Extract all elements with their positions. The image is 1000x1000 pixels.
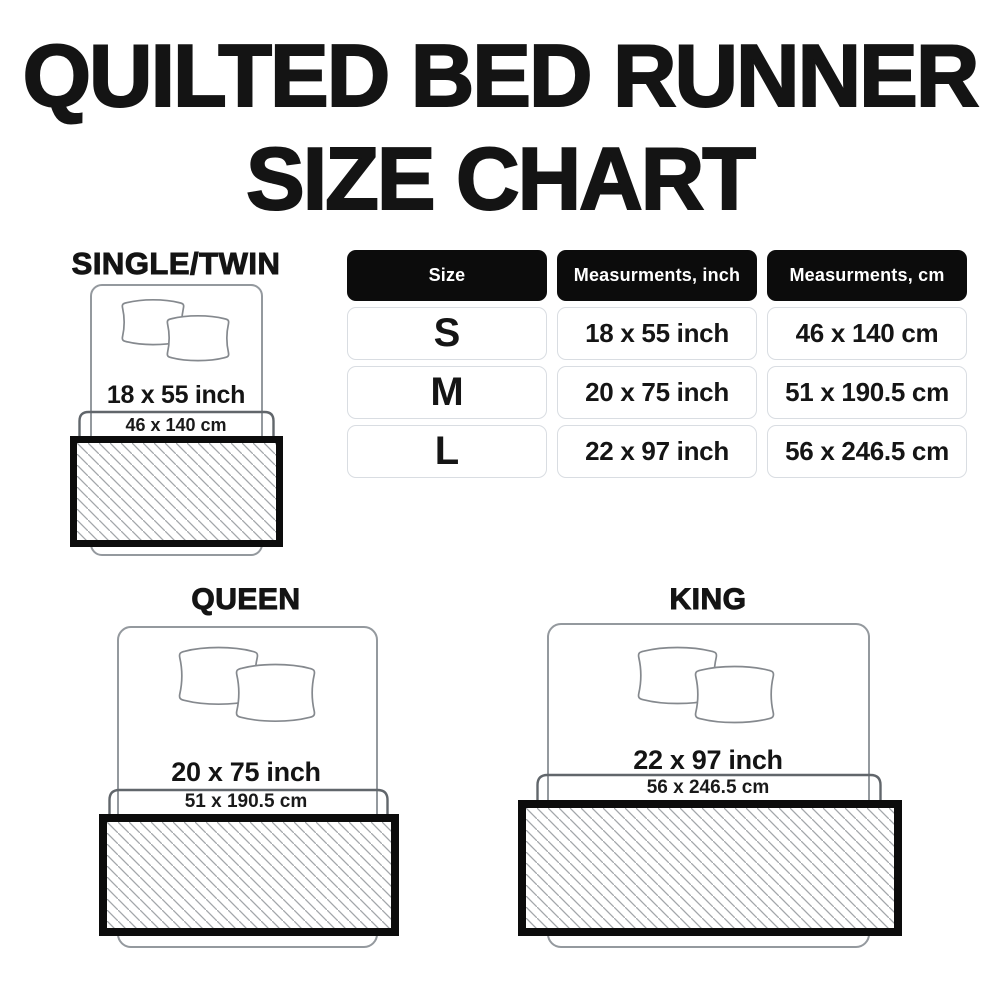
cm-measurement-king: 56 x 246.5 cm [646, 777, 770, 798]
inch-measurement-queen: 20 x 75 inch [171, 757, 321, 787]
diagonal-hatch-pattern [526, 808, 894, 928]
diagram-label-king: KING [669, 583, 747, 616]
diagonal-hatch-pattern [77, 443, 276, 540]
row-m-inch: 20 x 75 inch [557, 366, 757, 419]
header-cell-size: Size [347, 250, 547, 301]
bed-runner-king [518, 800, 902, 936]
row-l-cm: 56 x 246.5 cm [767, 425, 967, 478]
diagonal-hatch-pattern [107, 822, 391, 928]
row-l-inch: 22 x 97 inch [557, 425, 757, 478]
diagram-label-queen: QUEEN [191, 583, 301, 616]
title-line-1: QUILTED BED RUNNER [22, 26, 978, 125]
row-s-cm: 46 x 140 cm [767, 307, 967, 360]
page-title [0, 24, 1000, 230]
row-l-size: L [347, 425, 547, 478]
row-m-size: M [347, 366, 547, 419]
diagram-label-single-twin: SINGLE/TWIN [71, 246, 281, 281]
cm-measurement-queen: 51 x 190.5 cm [184, 791, 308, 812]
row-s-size: S [347, 307, 547, 360]
inch-measurement-single-twin: 18 x 55 inch [106, 381, 246, 409]
row-m-cm: 51 x 190.5 cm [767, 366, 967, 419]
header-cell-inch: Measurments, inch [557, 250, 757, 301]
bed-runner-single-twin [70, 436, 283, 547]
inch-measurement-king: 22 x 97 inch [633, 745, 783, 775]
title-line-2: SIZE CHART [246, 129, 754, 228]
row-s-inch: 18 x 55 inch [557, 307, 757, 360]
cm-measurement-single-twin: 46 x 140 cm [125, 415, 227, 435]
size-table [347, 250, 967, 478]
header-cell-cm: Measurments, cm [767, 250, 967, 301]
bed-runner-queen [99, 814, 399, 936]
